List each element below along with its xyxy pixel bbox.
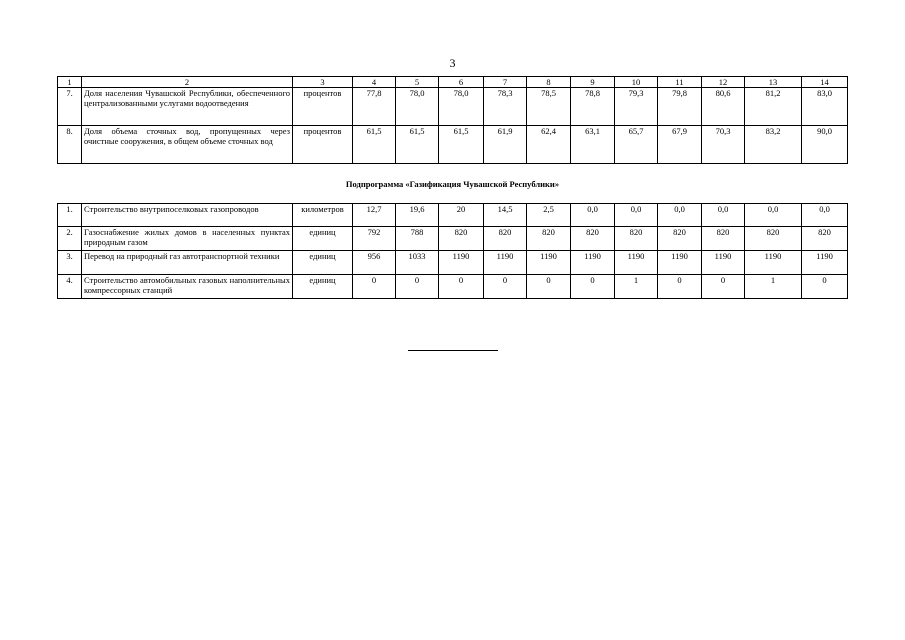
- value-cell: 12,7: [353, 204, 396, 227]
- column-number-cell: 3: [293, 77, 353, 88]
- value-cell: 67,9: [658, 126, 702, 164]
- value-cell: 61,5: [353, 126, 396, 164]
- indicator-name-cell: Газоснабжение жилых домов в населенных пунктах природным газом: [82, 227, 293, 251]
- page-number: 3: [449, 56, 456, 70]
- value-cell: 19,6: [396, 204, 439, 227]
- unit-cell: единиц: [293, 227, 353, 251]
- value-cell: 0,0: [571, 204, 615, 227]
- row-number-cell: 2.: [58, 227, 82, 251]
- value-cell: 20: [439, 204, 484, 227]
- value-cell: 820: [527, 227, 571, 251]
- value-cell: 77,8: [353, 88, 396, 126]
- value-cell: 0,0: [802, 204, 848, 227]
- value-cell: 0: [571, 275, 615, 299]
- unit-cell: процентов: [293, 88, 353, 126]
- value-cell: 61,5: [439, 126, 484, 164]
- value-cell: 1190: [702, 251, 745, 275]
- value-cell: 0: [484, 275, 527, 299]
- value-cell: 0: [439, 275, 484, 299]
- column-number-cell: 1: [58, 77, 82, 88]
- value-cell: 0: [527, 275, 571, 299]
- value-cell: 820: [571, 227, 615, 251]
- value-cell: 78,3: [484, 88, 527, 126]
- value-cell: 0,0: [658, 204, 702, 227]
- indicator-name-cell: Доля объема сточных вод, пропущенных через очистные сооружения, в общем объеме сточных вод: [82, 126, 293, 164]
- indicator-name-cell: Строительство автомобильных газовых наполнительных компрессорных станций: [82, 275, 293, 299]
- value-cell: 1190: [615, 251, 658, 275]
- value-cell: 80,6: [702, 88, 745, 126]
- table-row: [58, 251, 848, 275]
- value-cell: 2,5: [527, 204, 571, 227]
- gasification-table: [57, 203, 848, 299]
- column-number-cell: 7: [484, 77, 527, 88]
- value-cell: 63,1: [571, 126, 615, 164]
- table-row: [58, 227, 848, 251]
- unit-cell: процентов: [293, 126, 353, 164]
- indicator-name-cell: Строительство внутрипоселковых газопроводов: [82, 204, 293, 227]
- value-cell: 1190: [571, 251, 615, 275]
- table-row: [58, 88, 848, 126]
- column-number-cell: 11: [658, 77, 702, 88]
- value-cell: 1190: [484, 251, 527, 275]
- value-cell: 70,3: [702, 126, 745, 164]
- value-cell: 0: [396, 275, 439, 299]
- indicators-table: [57, 76, 848, 164]
- value-cell: 0,0: [615, 204, 658, 227]
- value-cell: 0: [702, 275, 745, 299]
- value-cell: 792: [353, 227, 396, 251]
- value-cell: 62,4: [527, 126, 571, 164]
- value-cell: 820: [802, 227, 848, 251]
- table-row: [58, 126, 848, 164]
- value-cell: 820: [658, 227, 702, 251]
- unit-cell: единиц: [293, 251, 353, 275]
- column-number-cell: 5: [396, 77, 439, 88]
- value-cell: 820: [615, 227, 658, 251]
- value-cell: 1190: [802, 251, 848, 275]
- row-number-cell: 8.: [58, 126, 82, 164]
- indicator-name-cell: Перевод на природный газ автотранспортной техники: [82, 251, 293, 275]
- value-cell: 1190: [658, 251, 702, 275]
- value-cell: 0: [802, 275, 848, 299]
- value-cell: 61,5: [396, 126, 439, 164]
- row-number-cell: 3.: [58, 251, 82, 275]
- value-cell: 61,9: [484, 126, 527, 164]
- value-cell: 1: [615, 275, 658, 299]
- row-number-cell: 7.: [58, 88, 82, 126]
- table-row: [58, 275, 848, 299]
- column-number-cell: 4: [353, 77, 396, 88]
- value-cell: 0,0: [745, 204, 802, 227]
- unit-cell: километров: [293, 204, 353, 227]
- unit-cell: единиц: [293, 275, 353, 299]
- value-cell: 820: [484, 227, 527, 251]
- value-cell: 820: [439, 227, 484, 251]
- subprogram-title: Подпрограмма «Газификация Чувашской Республики»: [345, 179, 560, 189]
- value-cell: 90,0: [802, 126, 848, 164]
- value-cell: 0: [658, 275, 702, 299]
- value-cell: 0: [353, 275, 396, 299]
- value-cell: 78,8: [571, 88, 615, 126]
- column-number-cell: 10: [615, 77, 658, 88]
- column-number-cell: 6: [439, 77, 484, 88]
- row-number-cell: 4.: [58, 275, 82, 299]
- column-number-cell: 13: [745, 77, 802, 88]
- row-number-cell: 1.: [58, 204, 82, 227]
- value-cell: 1190: [439, 251, 484, 275]
- value-cell: 83,0: [802, 88, 848, 126]
- value-cell: 1033: [396, 251, 439, 275]
- value-cell: 79,8: [658, 88, 702, 126]
- value-cell: 788: [396, 227, 439, 251]
- value-cell: 1: [745, 275, 802, 299]
- table-row: [58, 204, 848, 227]
- value-cell: 0,0: [702, 204, 745, 227]
- value-cell: 78,0: [439, 88, 484, 126]
- value-cell: 78,0: [396, 88, 439, 126]
- column-number-row: [58, 77, 848, 88]
- value-cell: 81,2: [745, 88, 802, 126]
- column-number-cell: 12: [702, 77, 745, 88]
- indicator-name-cell: Доля населения Чувашской Республики, обеспеченного централизованными услугами водоотведения: [82, 88, 293, 126]
- value-cell: 1190: [527, 251, 571, 275]
- value-cell: 65,7: [615, 126, 658, 164]
- value-cell: 14,5: [484, 204, 527, 227]
- value-cell: 83,2: [745, 126, 802, 164]
- column-number-cell: 14: [802, 77, 848, 88]
- value-cell: 79,3: [615, 88, 658, 126]
- value-cell: 956: [353, 251, 396, 275]
- value-cell: 820: [745, 227, 802, 251]
- value-cell: 78,5: [527, 88, 571, 126]
- column-number-cell: 2: [82, 77, 293, 88]
- value-cell: 820: [702, 227, 745, 251]
- column-number-cell: 9: [571, 77, 615, 88]
- column-number-cell: 8: [527, 77, 571, 88]
- value-cell: 1190: [745, 251, 802, 275]
- closing-divider: [408, 350, 498, 351]
